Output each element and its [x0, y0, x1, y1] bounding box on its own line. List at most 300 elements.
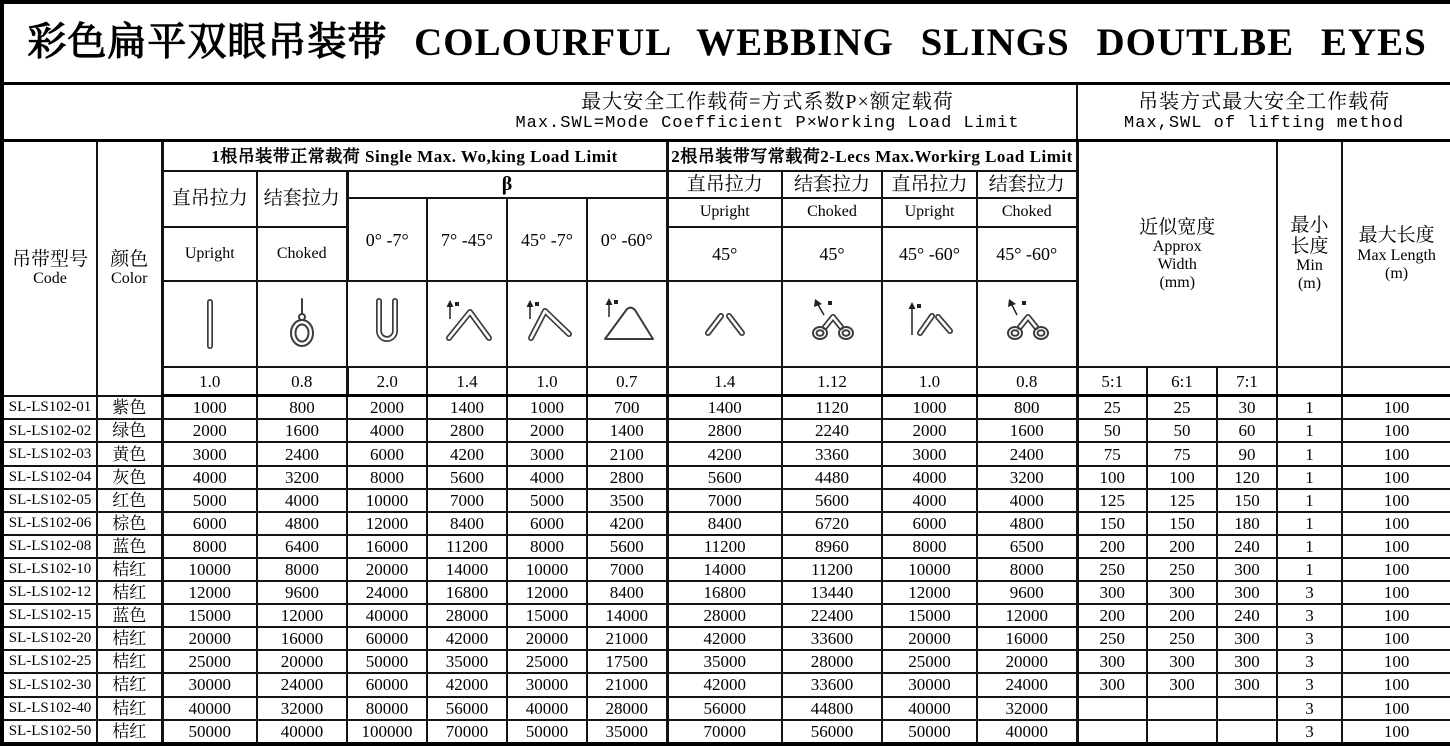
table-cell: 3	[1277, 581, 1342, 604]
table-cell: 1000	[507, 396, 587, 420]
double-upright-45-en: Upright	[667, 198, 782, 227]
coefficient-cell: 1.0	[882, 367, 977, 396]
table-cell: 32000	[257, 697, 347, 720]
col-header-approx-width	[1077, 140, 1277, 367]
table-cell: 5600	[667, 466, 782, 489]
col-header-max-length	[1342, 140, 1450, 367]
col-header-code	[2, 140, 97, 395]
table-cell: 33600	[782, 627, 882, 650]
basket-angle-7-45-icon	[437, 293, 497, 355]
table-cell: 3360	[782, 442, 882, 465]
col-header-min-length	[1277, 140, 1342, 367]
col-header-color	[97, 140, 162, 395]
code-cell: SL-LS102-25	[2, 650, 97, 673]
table-cell: 2000	[882, 419, 977, 442]
max-label-en: Max Length	[1357, 246, 1436, 264]
table-cell: 8000	[257, 558, 347, 581]
table-cell: 200	[1077, 535, 1147, 558]
max-label-cn: 最大长度	[1358, 225, 1435, 247]
table-cell: 12000	[977, 604, 1077, 627]
table-cell: 6000	[347, 442, 427, 465]
color-cell: 棕色	[97, 512, 162, 535]
beta-header: β	[347, 171, 667, 198]
table-cell: 33600	[782, 673, 882, 696]
code-label-cn: 吊带型号	[11, 248, 88, 270]
table-cell: 100	[1342, 512, 1450, 535]
table-cell: 17500	[587, 650, 667, 673]
table-cell: 100	[1342, 650, 1450, 673]
table-cell: 300	[1147, 650, 1217, 673]
hitch-cell	[667, 281, 782, 367]
hitch-cell	[882, 281, 977, 367]
beta-angle-4: 0° -60°	[587, 198, 667, 281]
table-cell: 100	[1342, 604, 1450, 627]
table-cell: 250	[1147, 558, 1217, 581]
table-cell: 9600	[257, 581, 347, 604]
table-cell: 28000	[667, 604, 782, 627]
color-cell: 桔红	[97, 673, 162, 696]
hitch-cell	[977, 281, 1077, 367]
hitch-cell	[257, 281, 347, 367]
table-cell: 300	[1217, 627, 1277, 650]
code-cell: SL-LS102-03	[2, 442, 97, 465]
table-cell: 2100	[587, 442, 667, 465]
table-cell: 14000	[427, 558, 507, 581]
table-cell: 3	[1277, 673, 1342, 696]
table-cell: 3200	[977, 466, 1077, 489]
swl-formula	[2, 83, 1077, 140]
table-cell: 300	[1077, 581, 1147, 604]
color-cell: 绿色	[97, 419, 162, 442]
table-cell: 10000	[162, 558, 257, 581]
table-cell: 700	[587, 396, 667, 420]
table-cell: 5000	[162, 489, 257, 512]
table-cell: 11200	[427, 535, 507, 558]
table-cell: 25000	[162, 650, 257, 673]
table-cell: 7000	[667, 489, 782, 512]
table-cell: 100	[1342, 673, 1450, 696]
table-cell: 3	[1277, 627, 1342, 650]
table-cell: 5000	[507, 489, 587, 512]
coefficient-row	[2, 367, 1450, 396]
coefficient-cell: 0.8	[257, 367, 347, 396]
table-cell: 50	[1077, 419, 1147, 442]
table-cell: 40000	[257, 720, 347, 744]
table-cell: 30000	[507, 673, 587, 696]
table-row	[2, 604, 1450, 627]
table-cell: 50000	[882, 720, 977, 744]
table-cell: 100	[1342, 535, 1450, 558]
table-cell: 6720	[782, 512, 882, 535]
table-cell: 22400	[782, 604, 882, 627]
coefficient-cell: 1.4	[667, 367, 782, 396]
table-cell: 8000	[162, 535, 257, 558]
code-cell: SL-LS102-30	[2, 673, 97, 696]
double-choked-4560-en: Choked	[977, 198, 1077, 227]
table-cell: 100	[1342, 558, 1450, 581]
double-angle-4: 45° -60°	[977, 227, 1077, 282]
table-cell: 3	[1277, 720, 1342, 744]
table-cell: 50	[1147, 419, 1217, 442]
table-cell: 20000	[162, 627, 257, 650]
table-cell: 250	[1077, 627, 1147, 650]
table-cell: 4200	[587, 512, 667, 535]
table-cell: 1400	[427, 396, 507, 420]
table-cell: 20000	[882, 627, 977, 650]
table-cell: 8000	[507, 535, 587, 558]
table-cell: 1000	[162, 396, 257, 420]
table-cell: 16800	[427, 581, 507, 604]
table-cell: 8960	[782, 535, 882, 558]
table-cell: 6400	[257, 535, 347, 558]
table-row	[2, 512, 1450, 535]
min-label-cn2: 长度	[1290, 236, 1329, 258]
table-cell: 25	[1077, 396, 1147, 420]
coefficient-cell: 2.0	[347, 367, 427, 396]
table-cell: 6000	[507, 512, 587, 535]
table-cell: 4000	[347, 419, 427, 442]
table-cell: 1120	[782, 396, 882, 420]
swl-formula-cn: 最大安全工作载荷=方式系数P×额定载荷	[581, 91, 954, 114]
code-cell: SL-LS102-01	[2, 396, 97, 420]
choked-sling-icon	[272, 293, 332, 355]
table-cell: 4800	[257, 512, 347, 535]
table-cell: 150	[1147, 512, 1217, 535]
empty-cell	[1277, 367, 1342, 396]
table-cell: 2400	[257, 442, 347, 465]
table-cell: 56000	[667, 697, 782, 720]
table-cell: 8000	[347, 466, 427, 489]
coefficient-cell: 0.7	[587, 367, 667, 396]
table-cell: 300	[1217, 558, 1277, 581]
table-cell: 20000	[347, 558, 427, 581]
table-cell: 30	[1217, 396, 1277, 420]
width-label-en1: Approx	[1152, 237, 1202, 255]
table-cell: 15000	[882, 604, 977, 627]
table-cell: 250	[1077, 558, 1147, 581]
table-cell: 180	[1217, 512, 1277, 535]
table-cell: 13440	[782, 581, 882, 604]
table-cell: 5600	[782, 489, 882, 512]
ratio-cell: 7:1	[1217, 367, 1277, 396]
table-cell: 2240	[782, 419, 882, 442]
table-cell: 4000	[882, 489, 977, 512]
color-cell: 桔红	[97, 697, 162, 720]
table-cell: 1600	[977, 419, 1077, 442]
table-cell: 56000	[427, 697, 507, 720]
table-cell: 16000	[347, 535, 427, 558]
single-choked-cn: 结套拉力	[257, 171, 347, 226]
table-cell: 40000	[347, 604, 427, 627]
table-cell: 3200	[257, 466, 347, 489]
table-cell: 5600	[587, 535, 667, 558]
code-cell: SL-LS102-08	[2, 535, 97, 558]
double-angle-2: 45°	[782, 227, 882, 282]
table-cell: 200	[1147, 604, 1217, 627]
table-cell: 300	[1147, 581, 1217, 604]
table-cell: 8000	[977, 558, 1077, 581]
table-cell: 80000	[347, 697, 427, 720]
table-cell: 60	[1217, 419, 1277, 442]
table-cell: 1600	[257, 419, 347, 442]
table-cell: 28000	[587, 697, 667, 720]
basket-angle-45-7-icon	[517, 293, 577, 355]
table-cell: 300	[1217, 673, 1277, 696]
coefficient-cell: 1.12	[782, 367, 882, 396]
table-row	[2, 489, 1450, 512]
table-cell: 250	[1147, 627, 1217, 650]
color-cell: 紫色	[97, 396, 162, 420]
table-cell: 2800	[667, 419, 782, 442]
table-cell: 42000	[427, 627, 507, 650]
beta-angle-2: 7° -45°	[427, 198, 507, 281]
table-row	[2, 558, 1450, 581]
table-cell: 40000	[507, 697, 587, 720]
table-cell: 42000	[667, 673, 782, 696]
table-cell: 10000	[882, 558, 977, 581]
table-cell: 6500	[977, 535, 1077, 558]
table-cell: 10000	[347, 489, 427, 512]
table-cell: 100	[1342, 466, 1450, 489]
beta-angle-1: 0° -7°	[347, 198, 427, 281]
table-cell: 7000	[587, 558, 667, 581]
table-cell: 200	[1077, 604, 1147, 627]
two-leg-choked-45-60-icon	[997, 293, 1057, 355]
table-cell: 100000	[347, 720, 427, 744]
code-cell: SL-LS102-12	[2, 581, 97, 604]
table-cell: 3	[1277, 650, 1342, 673]
color-cell: 蓝色	[97, 535, 162, 558]
table-cell: 1	[1277, 512, 1342, 535]
coefficient-cell: 1.0	[162, 367, 257, 396]
table-cell: 12000	[882, 581, 977, 604]
color-cell: 桔红	[97, 581, 162, 604]
color-cell: 桔红	[97, 720, 162, 744]
table-cell: 42000	[667, 627, 782, 650]
table-cell: 125	[1147, 489, 1217, 512]
basket-angle-0-60-icon	[597, 293, 657, 355]
table-cell: 300	[1217, 650, 1277, 673]
table-cell	[1147, 697, 1217, 720]
code-cell: SL-LS102-04	[2, 466, 97, 489]
code-cell: SL-LS102-05	[2, 489, 97, 512]
table-cell: 100	[1342, 720, 1450, 744]
table-cell: 100	[1342, 419, 1450, 442]
hitch-cell	[782, 281, 882, 367]
table-row	[2, 535, 1450, 558]
table-cell: 14000	[587, 604, 667, 627]
table-cell: 4000	[882, 466, 977, 489]
width-unit: (mm)	[1159, 273, 1196, 291]
code-cell: SL-LS102-50	[2, 720, 97, 744]
table-cell: 4200	[427, 442, 507, 465]
table-row	[2, 720, 1450, 744]
two-leg-upright-45-60-icon	[900, 293, 960, 355]
table-cell: 25000	[507, 650, 587, 673]
hitch-cell	[427, 281, 507, 367]
table-cell: 3500	[587, 489, 667, 512]
table-cell: 100	[1342, 697, 1450, 720]
table-cell: 56000	[782, 720, 882, 744]
table-cell: 3000	[507, 442, 587, 465]
table-cell: 70000	[427, 720, 507, 744]
color-cell: 桔红	[97, 558, 162, 581]
table-cell: 21000	[587, 627, 667, 650]
table-cell: 1	[1277, 535, 1342, 558]
coefficient-cell: 1.4	[427, 367, 507, 396]
table-cell: 40000	[162, 697, 257, 720]
table-cell	[1077, 720, 1147, 744]
table-cell: 75	[1147, 442, 1217, 465]
table-row	[2, 581, 1450, 604]
double-sling-group-header: 2根吊装带写常载荷2-Lecs Max.Workirg Load Limit	[667, 140, 1077, 171]
table-cell: 240	[1217, 604, 1277, 627]
swl-formula-en: Max.SWL=Mode Coefficient P×Working Load Limit	[515, 113, 1020, 133]
table-cell: 3	[1277, 604, 1342, 627]
table-cell: 100	[1342, 442, 1450, 465]
table-cell: 40000	[977, 720, 1077, 744]
color-label-cn: 颜色	[110, 248, 149, 270]
table-row	[2, 396, 1450, 420]
table-row	[2, 466, 1450, 489]
table-cell: 25000	[882, 650, 977, 673]
table-cell: 8400	[427, 512, 507, 535]
table-cell: 12000	[162, 581, 257, 604]
table-cell: 35000	[667, 650, 782, 673]
table-cell: 35000	[587, 720, 667, 744]
min-label-en: Min	[1296, 257, 1323, 275]
formula-row	[2, 83, 1450, 140]
table-cell: 30000	[882, 673, 977, 696]
color-cell: 黄色	[97, 442, 162, 465]
table-cell: 100	[1147, 466, 1217, 489]
double-choked-45-en: Choked	[782, 198, 882, 227]
table-cell: 150	[1077, 512, 1147, 535]
table-cell	[1217, 697, 1277, 720]
table-cell: 4480	[782, 466, 882, 489]
color-cell: 桔红	[97, 650, 162, 673]
color-cell: 红色	[97, 489, 162, 512]
vertical-sling-icon	[180, 293, 240, 355]
table-cell: 20000	[507, 627, 587, 650]
table-cell: 100	[1342, 627, 1450, 650]
table-cell: 7000	[427, 489, 507, 512]
page-title: 彩色扁平双眼吊装带 COLOURFUL WEBBING SLINGS DOUTLBE EYES	[2, 2, 1450, 83]
table-cell: 90	[1217, 442, 1277, 465]
table-cell: 14000	[667, 558, 782, 581]
table-cell: 70000	[667, 720, 782, 744]
table-cell: 800	[257, 396, 347, 420]
table-cell: 15000	[162, 604, 257, 627]
double-upright-4560-en: Upright	[882, 198, 977, 227]
table-cell: 12000	[257, 604, 347, 627]
code-cell: SL-LS102-10	[2, 558, 97, 581]
double-choked-45-cn: 结套拉力	[782, 171, 882, 198]
table-cell: 75	[1077, 442, 1147, 465]
swl-method-en: Max,SWL of lifting method	[1124, 113, 1405, 133]
table-cell: 3000	[882, 442, 977, 465]
table-cell: 2400	[977, 442, 1077, 465]
table-cell: 1000	[882, 396, 977, 420]
table-cell: 300	[1147, 673, 1217, 696]
table-cell: 1400	[667, 396, 782, 420]
table-cell: 16000	[257, 627, 347, 650]
hitch-cell	[507, 281, 587, 367]
table-cell: 24000	[257, 673, 347, 696]
table-cell: 6000	[162, 512, 257, 535]
max-unit: (m)	[1385, 264, 1409, 282]
table-cell: 4000	[162, 466, 257, 489]
table-cell: 9600	[977, 581, 1077, 604]
min-label-cn1: 最小	[1290, 214, 1329, 236]
table-cell	[1147, 720, 1217, 744]
table-cell: 42000	[427, 673, 507, 696]
min-unit: (m)	[1297, 275, 1322, 293]
table-cell: 24000	[347, 581, 427, 604]
table-cell: 1	[1277, 419, 1342, 442]
table-cell: 28000	[782, 650, 882, 673]
table-cell: 300	[1077, 650, 1147, 673]
double-upright-45-cn: 直吊拉力	[667, 171, 782, 198]
table-body	[2, 396, 1450, 744]
table-cell	[1217, 720, 1277, 744]
table-cell: 25	[1147, 396, 1217, 420]
color-cell: 蓝色	[97, 604, 162, 627]
hitch-cell	[162, 281, 257, 367]
table-cell: 11200	[782, 558, 882, 581]
table-row	[2, 419, 1450, 442]
table-cell: 5600	[427, 466, 507, 489]
hitch-cell	[347, 281, 427, 367]
table-cell: 50000	[162, 720, 257, 744]
table-cell: 16000	[977, 627, 1077, 650]
table-cell: 1	[1277, 396, 1342, 420]
table-cell: 300	[1077, 673, 1147, 696]
table-cell: 44800	[782, 697, 882, 720]
table-cell: 32000	[977, 697, 1077, 720]
table-cell: 1	[1277, 442, 1342, 465]
table-cell: 2000	[162, 419, 257, 442]
double-angle-1: 45°	[667, 227, 782, 282]
table-cell: 4000	[507, 466, 587, 489]
table-cell: 8400	[587, 581, 667, 604]
single-sling-group-header: 1根吊装带正常裁荷 Single Max. Wo,king Load Limit	[162, 140, 667, 171]
table-cell: 2000	[507, 419, 587, 442]
width-label-en2: Width	[1157, 255, 1197, 273]
code-cell: SL-LS102-06	[2, 512, 97, 535]
empty-cell	[1342, 367, 1450, 396]
color-cell: 桔红	[97, 627, 162, 650]
table-cell: 8000	[882, 535, 977, 558]
coefficient-cell: 0.8	[977, 367, 1077, 396]
table-cell: 35000	[427, 650, 507, 673]
coefficient-cell: 1.0	[507, 367, 587, 396]
table-cell: 2800	[587, 466, 667, 489]
table-cell: 11200	[667, 535, 782, 558]
code-cell: SL-LS102-40	[2, 697, 97, 720]
table-cell: 2800	[427, 419, 507, 442]
table-row	[2, 673, 1450, 696]
title-row	[2, 2, 1450, 83]
table-cell: 8400	[667, 512, 782, 535]
table-cell: 20000	[977, 650, 1077, 673]
code-cell: SL-LS102-15	[2, 604, 97, 627]
table-cell: 1	[1277, 558, 1342, 581]
table-cell: 4000	[977, 489, 1077, 512]
table-cell: 28000	[427, 604, 507, 627]
table-cell: 240	[1217, 535, 1277, 558]
two-leg-upright-45-icon	[695, 293, 755, 355]
